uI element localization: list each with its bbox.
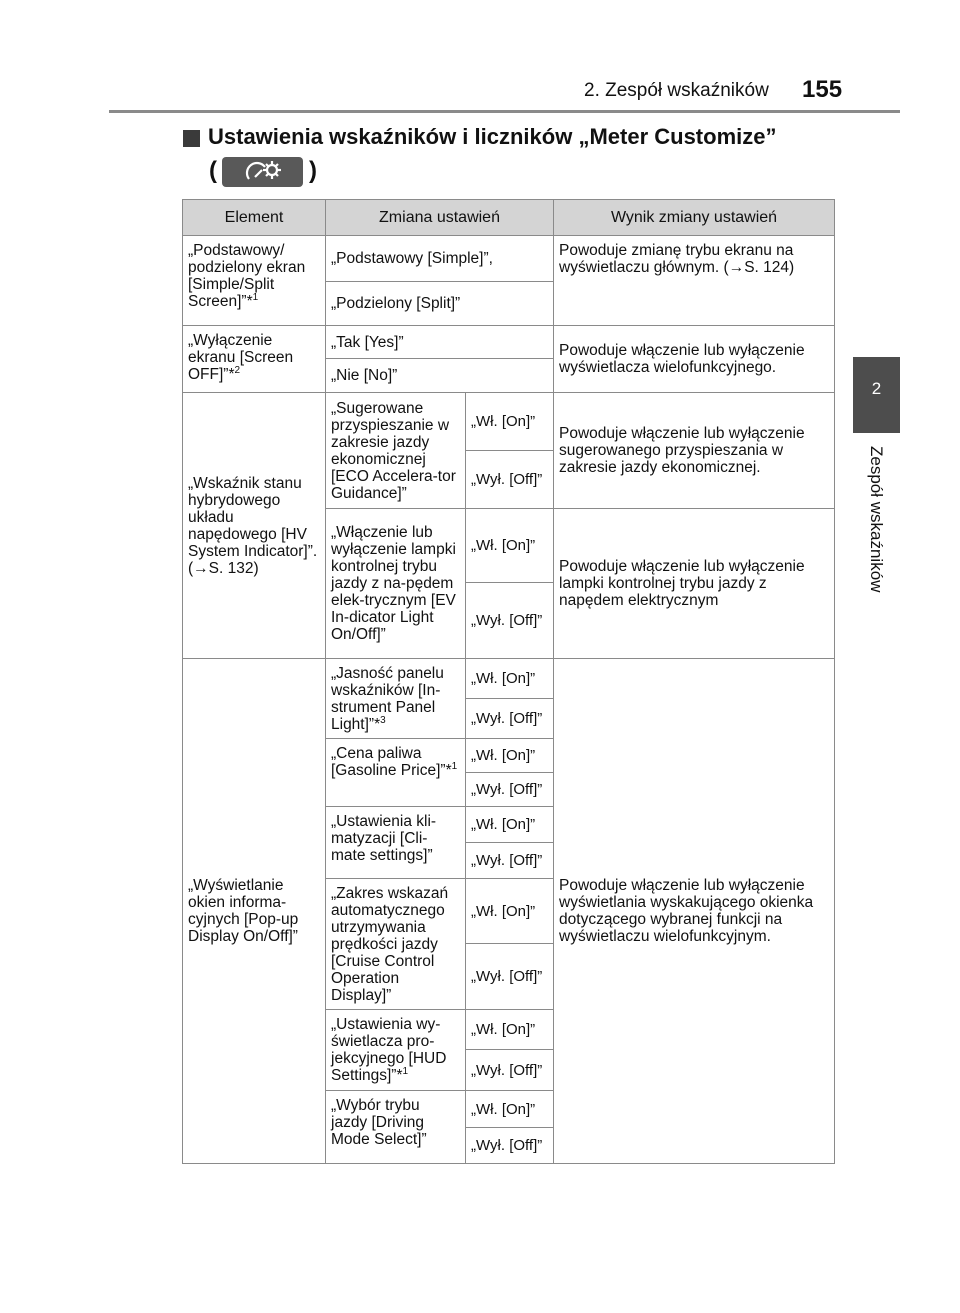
section-paren-open: (	[209, 157, 217, 184]
result-cell: Powoduje zmianę trybu ekranu na wyświetlaczu głównym. (→S. 124)	[554, 236, 835, 326]
sub-element-cell: „Cena paliwa [Gasoline Price]”*$^1$	[326, 739, 466, 807]
option-off: „Wył. [Off]”	[466, 583, 554, 659]
option-on: „Wł. [On]”	[466, 879, 554, 944]
meter-settings-icon	[222, 157, 303, 187]
element-cell: „Wskaźnik stanu hybrydowego układu napędowego [HV System Indicator]”. (→S. 132)	[183, 393, 326, 659]
sub-element-cell: „Jasność panelu wskaźników [In-strument Panel Light]”*$^3$	[326, 659, 466, 739]
chapter-title: 2. Zespół wskaźników	[584, 80, 769, 101]
table-row	[183, 326, 835, 359]
sub-element-cell: „Ustawienia wy-świetlacza pro-jekcyjnego [HUD Settings]”*$^1$	[326, 1010, 466, 1091]
option-cell: „Podzielony [Split]”	[326, 282, 554, 326]
option-off: „Wył. [Off]”	[466, 451, 554, 509]
option-on: „Wł. [On]”	[466, 393, 554, 451]
option-cell: „Tak [Yes]”	[326, 326, 554, 359]
section-title: Ustawienia wskaźników i liczników „Meter Customize”	[208, 124, 777, 149]
option-on: „Wł. [On]”	[466, 1010, 554, 1050]
element-cell: „Wyświetlanie okien informa-cyjnych [Pop-up Display On/Off]”	[183, 659, 326, 1164]
element-cell: „Wyłączenie ekranu [Screen OFF]”*$^2$	[183, 326, 326, 393]
option-off: „Wył. [Off]”	[466, 944, 554, 1010]
option-off: „Wył. [Off]”	[466, 843, 554, 879]
sub-element-cell: „Sugerowane przyspieszanie w zakresie jazdy ekonomicznej [ECO Accelera-tor Guidance]”	[326, 393, 466, 509]
chapter-side-title: Zespół wskaźników	[867, 446, 886, 593]
option-on: „Wł. [On]”	[466, 739, 554, 773]
result-cell: Powoduje włączenie lub wyłączenie wyświetlacza wielofunkcyjnego.	[554, 326, 835, 393]
sub-element-cell: „Włączenie lub wyłączenie lampki kontrolnej trybu jazdy z na-pędem elek-trycznym [EV In-dicator Light On/Off]”	[326, 509, 466, 659]
section-paren-close: )	[309, 157, 317, 184]
header-rule	[109, 110, 900, 113]
option-off: „Wył. [Off]”	[466, 699, 554, 739]
sub-element-cell: „Ustawienia kli-matyzacji [Cli-mate settings]”	[326, 807, 466, 879]
result-cell: Powoduje włączenie lub wyłączenie wyświetlania wyskakującego okienka dotyczącego wybranej funkcji na wyświetlaczu wielofunkcyjnym.	[554, 659, 835, 1164]
option-cell: „Podstawowy [Simple]”,	[326, 236, 554, 282]
sub-element-cell: „Wybór trybu jazdy [Driving Mode Select]”	[326, 1091, 466, 1164]
meter-customize-table	[182, 199, 835, 1164]
option-on: „Wł. [On]”	[466, 807, 554, 843]
option-cell: „Nie [No]”	[326, 359, 554, 393]
element-cell: „Podstawowy/ podzielony ekran [Simple/Split Screen]”*$^1$	[183, 236, 326, 326]
option-on: „Wł. [On]”	[466, 659, 554, 699]
column-header-element: Element	[183, 200, 326, 236]
column-header-result: Wynik zmiany ustawień	[554, 200, 835, 236]
result-cell: Powoduje włączenie lub wyłączenie lampki kontrolnej trybu jazdy z napędem elektrycznym	[554, 509, 835, 659]
table-row	[183, 393, 835, 451]
option-on: „Wł. [On]”	[466, 1091, 554, 1128]
option-off: „Wył. [Off]”	[466, 1128, 554, 1164]
chapter-tab: 2	[853, 357, 900, 433]
page-number: 155	[802, 76, 843, 103]
option-off: „Wył. [Off]”	[466, 1050, 554, 1091]
table-row	[183, 659, 835, 699]
option-on: „Wł. [On]”	[466, 509, 554, 583]
option-off: „Wył. [Off]”	[466, 773, 554, 807]
sub-element-cell: „Zakres wskazań automatycznego utrzymywania prędkości jazdy [Cruise Control Operation Display]”	[326, 879, 466, 1010]
table-header-row	[183, 200, 835, 236]
section-bullet-icon	[183, 130, 200, 147]
result-cell: Powoduje włączenie lub wyłączenie sugerowanego przyspieszania w zakresie jazdy ekonomicznej.	[554, 393, 835, 509]
column-header-setting: Zmiana ustawień	[326, 200, 554, 236]
table-row	[183, 236, 835, 282]
